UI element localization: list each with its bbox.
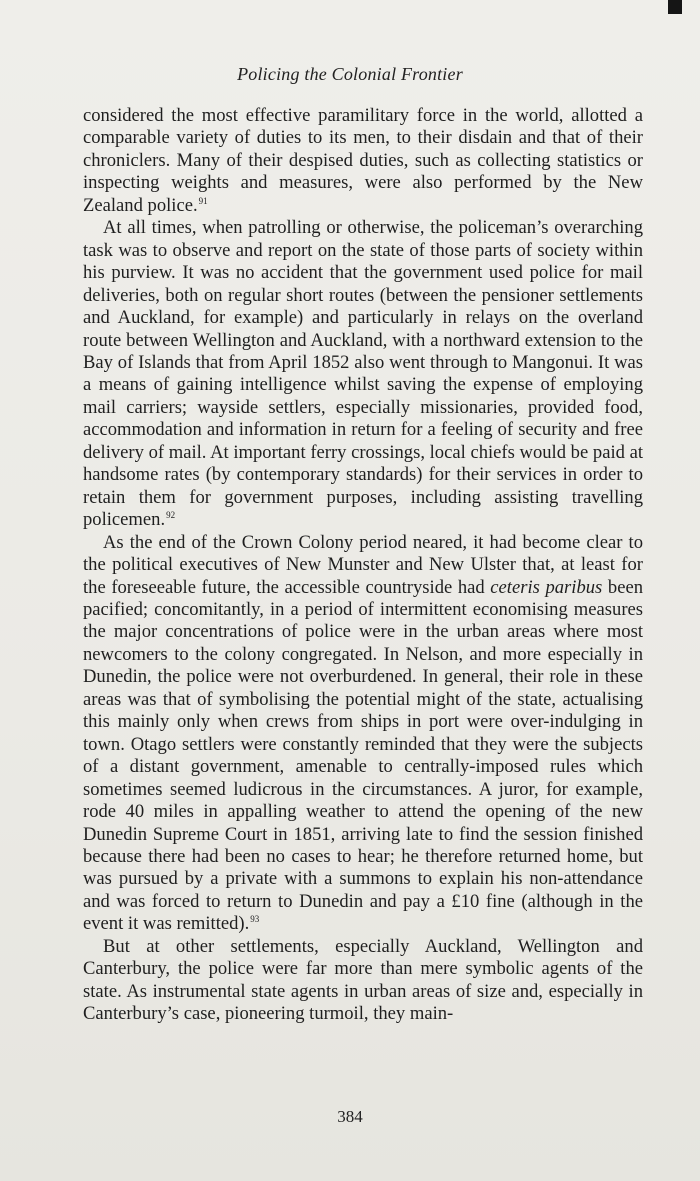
italic-phrase: ceteris paribus bbox=[490, 576, 603, 598]
paragraph-1-text: considered the most effective paramilitary force in the world, allotted a comparable variety of duties to its men, to their disdain and that of their chroniclers. Many of their despised duties, such as collecting statistics or inspecting weights and measures, were also performed by the New Zealand police. bbox=[83, 105, 643, 216]
paragraph-4 bbox=[83, 936, 643, 1026]
paragraph-2 bbox=[83, 217, 643, 531]
scan-corner-mark bbox=[668, 0, 682, 14]
footnote-ref-93: 93 bbox=[250, 914, 260, 925]
footnote-ref-92: 92 bbox=[166, 510, 176, 521]
running-head: Policing the Colonial Frontier bbox=[237, 64, 463, 84]
paragraph-1 bbox=[83, 105, 643, 217]
paragraph-3 bbox=[83, 532, 643, 936]
paragraph-4-text: But at other settlements, especially Auckland, Wellington and Canterbury, the police were far more than mere symbolic agents of the state. As instrumental state agents in urban areas of size and, especially in Canterbury’s case, pioneering turmoil, they main- bbox=[83, 935, 643, 1025]
paragraph-3-text-before: As the end of the Crown Colony period neared, it had become clear to the political executives of New Munster and New Ulster that, at least for the foreseeable future, the accessible countryside had bbox=[83, 531, 643, 598]
body-text bbox=[83, 105, 643, 1026]
paragraph-3-text-after: been pacified; concomitantly, in a period of intermittent economising measures the major concentrations of police were in the urban areas where most newcomers to the colony congregated. In Nelson, and more especially in Dunedin, the police were not overburdened. In general, their role in these areas was that of symbolising the potential might of the state, actualising this mainly only when crews from ships in port were over-indulging in town. Otago settlers were constantly reminded that they were the subjects of a distant government, amenable to centrally-imposed rules which sometimes seemed ludicrous in the circumstances. A juror, for example, rode 40 miles in appalling weather to attend the opening of the new Dunedin Supreme Court in 1851, arriving late to find the session finished because there had been no cases to hear; he therefore returned home, but was pursued by a private with a summons to explain his non-attendance and was forced to return to Dunedin and pay a £10 fine (although in the event it was remitted). bbox=[83, 576, 643, 935]
page-number: 384 bbox=[337, 1107, 363, 1126]
paragraph-2-text: At all times, when patrolling or otherwise, the policeman’s overarching task was to observe and report on the state of those parts of society within his purview. It was no accident that the government used police for mail deliveries, both on regular short routes (between the pensioner settlements and Auckland, for example) and particularly in relays on the overland route between Wellington and Auckland, with a northward extension to the Bay of Islands that from April 1852 also went through to Mangonui. It was a means of gaining intelligence whilst saving the expense of employing mail carriers; wayside settlers, especially missionaries, provided food, accommodation and information in return for a feeling of security and free delivery of mail. At important ferry crossings, local chiefs would be paid at handsome rates (by contemporary standards) for their services in order to retain them for government purposes, including assisting travelling policemen. bbox=[83, 217, 643, 531]
footnote-ref-91: 91 bbox=[198, 195, 208, 206]
